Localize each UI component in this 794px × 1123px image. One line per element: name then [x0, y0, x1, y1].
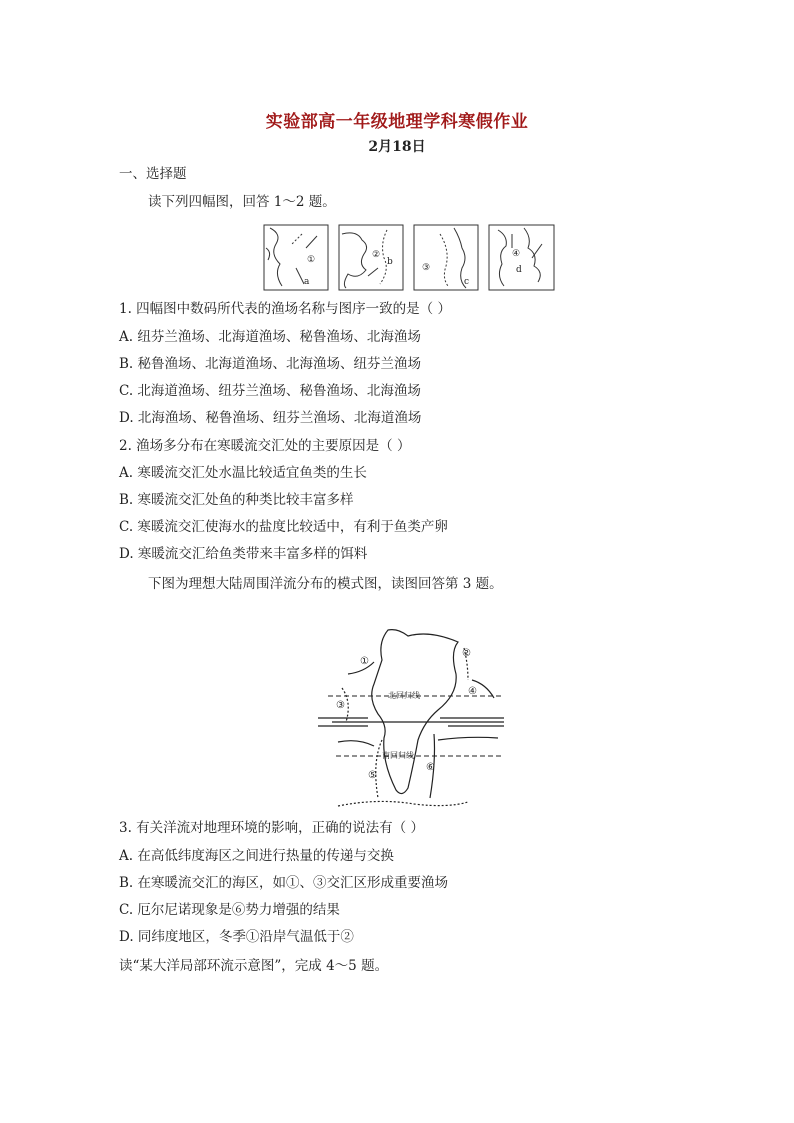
- map-label-d: d: [516, 265, 522, 275]
- q2-option-d: D. 寒暖流交汇给鱼类带来丰富多样的饵料: [119, 546, 368, 562]
- diagram-label-1: ①: [360, 656, 369, 667]
- map-2-frame: [339, 225, 403, 290]
- q1-option-d: D. 北海渔场、秘鲁渔场、纽芬兰渔场、北海道渔场: [119, 410, 422, 426]
- map-4-coast: [498, 230, 506, 286]
- fishing-maps-figure: [262, 224, 562, 292]
- q3-option-b: B. 在寒暖流交汇的海区，如①、③交汇区形成重要渔场: [119, 875, 449, 891]
- page-title: 实验部高一年级地理学科寒假作业: [265, 112, 529, 132]
- map-2-coast: [342, 233, 367, 288]
- q2-option-c: C. 寒暖流交汇使海水的盐度比较适中，有利于鱼类产卵: [119, 519, 448, 535]
- map-label-3: ③: [422, 263, 431, 273]
- diagram-label-5: ⑤: [368, 770, 377, 781]
- q3-option-d: D. 同纬度地区，冬季①沿岸气温低于②: [119, 929, 354, 945]
- q1-option-a: A. 纽芬兰渔场、北海道渔场、秘鲁渔场、北海渔场: [119, 329, 421, 345]
- q2-stem: 2. 渔场多分布在寒暖流交汇处的主要原因是（ ）: [119, 438, 411, 454]
- continent-outline: [372, 630, 458, 794]
- q3-stem: 3. 有关洋流对地理环境的影响，正确的说法有（ ）: [119, 820, 424, 836]
- page-date: 2月18日: [368, 139, 426, 155]
- map-4-frame: [489, 225, 554, 290]
- q3-option-a: A. 在高低纬度海区之间进行热量的传递与交换: [119, 848, 394, 864]
- south-tropic-label: 南回归线: [382, 751, 414, 760]
- intro-q1-2: 读下列四幅图，回答 1～2 题。: [148, 194, 336, 210]
- q1-stem: 1. 四幅图中数码所代表的渔场名称与图序一致的是（ ）: [119, 301, 451, 317]
- q2-option-b: B. 寒暖流交汇处鱼的种类比较丰富多样: [119, 492, 354, 508]
- q2-option-a: A. 寒暖流交汇处水温比较适宜鱼类的生长: [119, 465, 367, 481]
- ocean-current-diagram: [318, 622, 504, 810]
- map-label-a: a: [304, 277, 310, 287]
- intro-q3: 下图为理想大陆周围洋流分布的模式图，读图回答第 3 题。: [148, 576, 503, 592]
- north-tropic-label: 北回归线: [388, 691, 420, 700]
- diagram-label-6: ⑥: [426, 762, 435, 773]
- q1-option-b: B. 秘鲁渔场、北海道渔场、北海渔场、纽芬兰渔场: [119, 356, 422, 372]
- map-label-b: b: [387, 257, 393, 267]
- diagram-label-3: ③: [336, 700, 345, 711]
- map-label-1: ①: [307, 255, 316, 265]
- section-heading: 一、选择题: [119, 166, 187, 182]
- map-1-coast: [270, 228, 282, 286]
- current-5: [376, 740, 382, 798]
- intro-q4-5: 读“某大洋局部环流示意图”，完成 4～5 题。: [119, 958, 389, 974]
- diagram-label-4: ④: [468, 686, 477, 697]
- map-label-2: ②: [372, 250, 381, 260]
- diagram-label-2: ②: [462, 648, 471, 659]
- map-label-4: ④: [512, 249, 521, 259]
- q3-option-c: C. 厄尔尼诺现象是⑥势力增强的结果: [119, 902, 340, 918]
- map-1-frame: [264, 225, 328, 290]
- map-label-c: c: [464, 277, 470, 287]
- q1-option-c: C. 北海道渔场、纽芬兰渔场、秘鲁渔场、北海渔场: [119, 383, 421, 399]
